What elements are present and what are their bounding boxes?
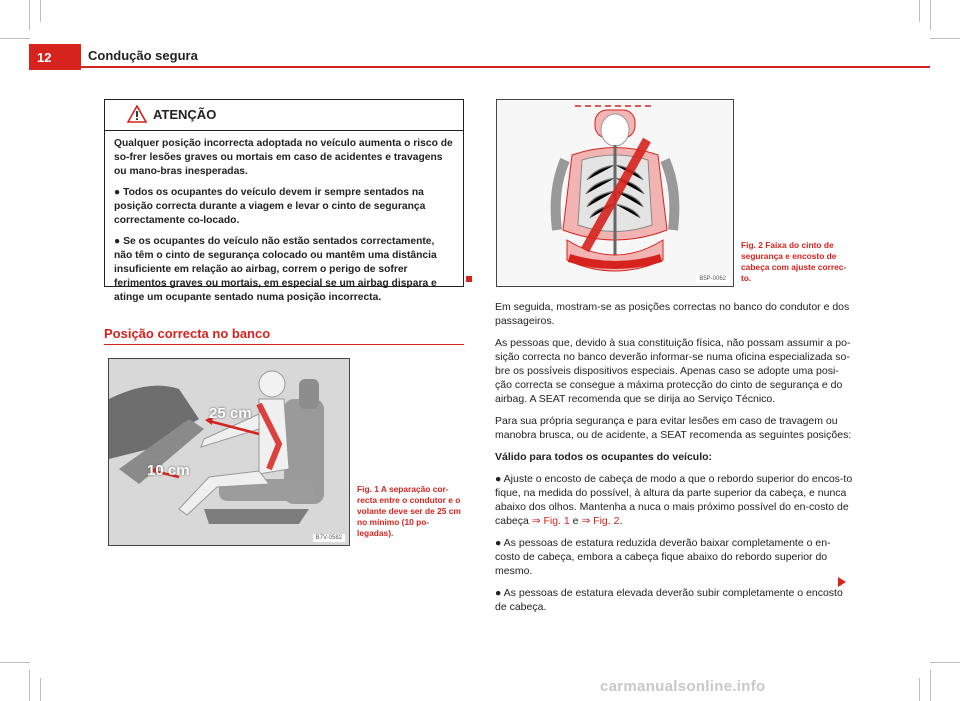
crop-mark xyxy=(0,662,30,663)
bullet-item xyxy=(495,472,855,528)
figure-caption: Fig. 2 Faixa do cinto de segurança e encosto de cabeça com ajuste correc-to. xyxy=(741,240,847,283)
crop-mark xyxy=(40,0,41,22)
warning-bullet: ● Se os ocupantes do veículo não estão sentados correctamente, não têm o cinto de segurança colocado ou mantêm uma distância insuficiente em relação ao airbag, correm o perigo de sofrer ferimentos graves ou mortais, em especial se um airbag dispara e atinge um ocupante sentado numa posição incorrecta. xyxy=(114,236,437,303)
seating-illustration xyxy=(109,359,349,545)
figure-seating-distance xyxy=(108,358,350,546)
warning-header xyxy=(105,100,463,131)
section-end-marker xyxy=(466,276,472,282)
bullet-text: ● Ajuste o encosto de cabeça de modo a que o rebordo superior do encos-to fique, na medida do possível, à altura da parte superior da cabeça, e nunca abaixo dos olhos. Mantenha a nuca o mais próximo possível do en-costo de cabeça xyxy=(495,473,853,527)
warning-bullet: ● Todos os ocupantes do veículo devem ir sempre sentados na posição correcta durante a viagem e levar o cinto de segurança correctamente co-locado. xyxy=(114,187,426,226)
crop-mark xyxy=(29,670,30,701)
body-paragraph: Em seguida, mostram-se as posições correctas no banco do condutor e dos passageiros. xyxy=(495,301,850,327)
distance-label-25cm: 25 cm xyxy=(209,405,252,422)
body-paragraph: As pessoas que, devido à sua constituição física, não possam assumir a po-sição correcta no banco deverão informar-se numa oficina especializada so-bre os possíveis dispositivos especiais. Apenas caso se adopte uma posi-ção correcta se consegue a máxima protecção do cinto de segurança e do airbag. A SEAT recomenda que se dirija ao Serviço Técnico. xyxy=(495,337,851,405)
figure-link-2[interactable]: ⇒ Fig. 2 xyxy=(581,515,620,527)
figure-caption: Fig. 1 A separação cor-recta entre o condutor e o volante deve ser de 25 cm no mínimo (10 po-legadas). xyxy=(357,484,461,538)
continue-arrow-icon xyxy=(838,577,846,587)
figure-code: B5P-0062 xyxy=(696,275,729,283)
bullet-item: ● As pessoas de estatura elevada deverão subir completamente o encosto de cabeça. xyxy=(495,587,843,613)
warning-box xyxy=(104,99,464,303)
bullet-text: . xyxy=(619,515,623,527)
crop-mark xyxy=(930,662,960,663)
warning-title: ATENÇÃO xyxy=(153,107,217,122)
bullet-item: ● As pessoas de estatura reduzida deverão baixar completamente o en-costo de cabeça, embora a cabeça fique abaixo do rebordo superior do mesmo. xyxy=(495,537,831,577)
header-rule xyxy=(81,66,930,68)
bullet-text: e xyxy=(569,515,582,527)
watermark: carmanualsonline.info xyxy=(600,678,766,695)
warning-body xyxy=(105,131,463,305)
subheading: Válido para todos os ocupantes do veículo: xyxy=(495,451,713,463)
section-rule xyxy=(104,344,464,345)
page-number: 12 xyxy=(29,44,81,70)
figure-belt-headrest xyxy=(496,99,734,287)
section-title: Posição correcta no banco xyxy=(104,326,271,341)
crop-mark xyxy=(930,0,931,30)
belt-headrest-illustration xyxy=(497,100,733,286)
warning-triangle-icon xyxy=(127,105,147,123)
crop-mark xyxy=(40,678,41,701)
crop-mark xyxy=(919,0,920,22)
page-title: Condução segura xyxy=(88,48,198,63)
warning-paragraph: Qualquer posição incorrecta adoptada no veículo aumenta o risco de so-frer lesões graves ou mortais em caso de acidentes e travagens ou mano-bras inesperadas. xyxy=(114,138,453,177)
figure-link-1[interactable]: ⇒ Fig. 1 xyxy=(531,515,570,527)
body-text xyxy=(495,300,855,622)
crop-mark xyxy=(930,670,931,701)
figure-code: B7V-0582 xyxy=(313,534,345,542)
crop-mark xyxy=(930,38,960,39)
body-paragraph: Para sua própria segurança e para evitar lesões em caso de travagem ou manobra brusca, ou de acidente, a SEAT recomenda as seguintes posições: xyxy=(495,415,852,441)
crop-mark xyxy=(29,0,30,30)
distance-label-10cm: 10 cm xyxy=(147,462,190,479)
crop-mark xyxy=(919,678,920,701)
crop-mark xyxy=(0,38,30,39)
